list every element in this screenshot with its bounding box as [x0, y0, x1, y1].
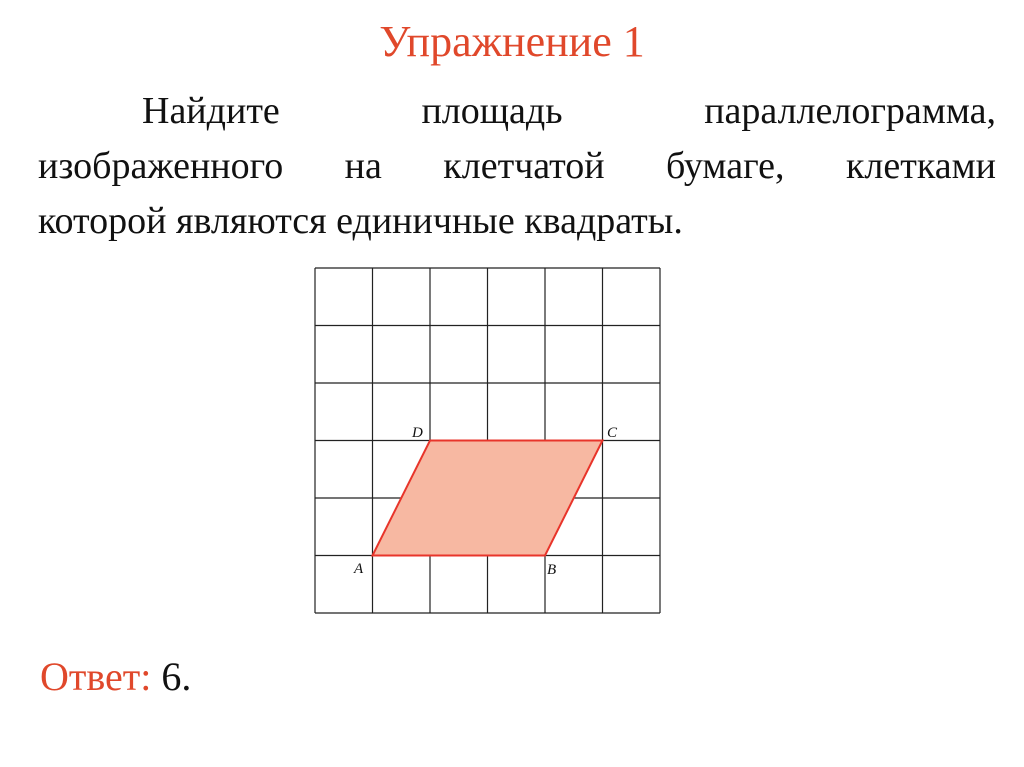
answer-value: 6.: [161, 654, 192, 699]
parallelogram-abcd: [373, 441, 603, 556]
answer-label: Ответ:: [40, 654, 152, 699]
vertex-label-d: D: [412, 425, 423, 441]
vertex-label-a: A: [354, 561, 364, 577]
answer: [40, 652, 191, 702]
vertex-label-b: B: [547, 562, 557, 578]
page-title: Упражнение 1: [379, 17, 645, 66]
vertex-label-c: C: [607, 425, 618, 441]
problem-line-1: Найдите площадь параллелограмма,: [142, 90, 996, 132]
problem-line-2: изображенного на клетчатой бумаге, клетками: [38, 145, 996, 187]
problem-line-3: которой являются единичные квадраты.: [38, 200, 683, 242]
